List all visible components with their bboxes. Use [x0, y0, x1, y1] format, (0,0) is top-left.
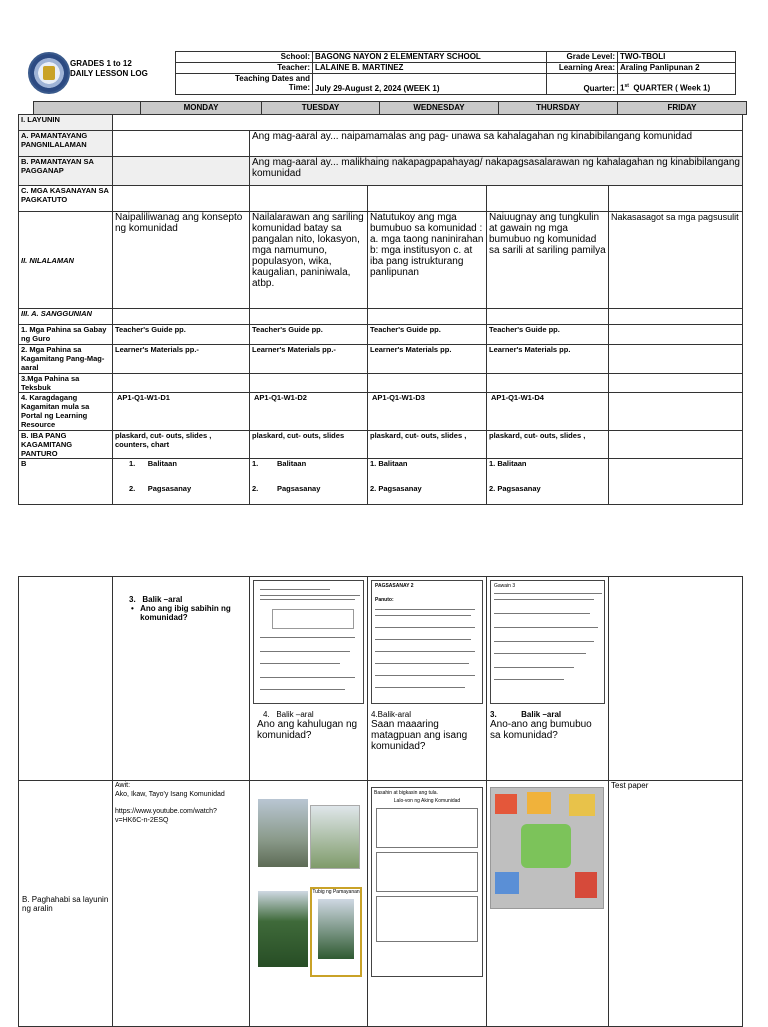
photos-cell [250, 781, 368, 1027]
card-image: Tubig ng Pamayanan [310, 887, 362, 977]
mountain-photo [258, 891, 308, 967]
tula-cell [368, 781, 487, 1027]
nilalaman-thursday: Naiuugnay ang tungkulin at gawain ng mga bumubuo ng komunidad sa sarili at sariling pamilya [487, 212, 609, 309]
pagsasanay-image: PAGSASANAY 2 Panuto: [371, 580, 483, 704]
teacher-value: LALAINE B. MARTINEZ [313, 63, 547, 74]
pamantayang-text: Ang mag-aaral ay... naipamamalas ang pag- unawa sa kahalagahan ng kinabibilangang komunidad [250, 131, 743, 157]
iba-monday: plaskard, cut- outs, slides , counters, chart [113, 431, 250, 459]
nilalaman-friday: Nakasasagot sa mga pagsusulit [609, 212, 743, 309]
quarter-label: Quarter: [547, 74, 618, 95]
teacher-label: Teacher: [176, 63, 313, 74]
kasanayan-cell [113, 186, 250, 212]
b-tuesday: 1. Balitaan 2. Pagsasanay [250, 459, 368, 505]
nilalaman-label: II. NILALAMAN [19, 212, 113, 309]
layunin-label: I. LAYUNIN [19, 115, 113, 131]
iba-label: B. IBA PANG KAGAMITANG PANTURO [19, 431, 113, 459]
sanggunian-label: III. A. SANGGUNIAN [19, 309, 113, 325]
school-info-table [175, 51, 736, 95]
iba-tuesday: plaskard, cut- outs, slides [250, 431, 368, 459]
grade-label: Grade Level: [547, 52, 618, 63]
school-label: School: [176, 52, 313, 63]
balik-aral-thursday: Gawain 3 3. Balik –aral Ano-ano ang bumubuo sa komunidad? [487, 577, 609, 781]
day-monday: MONDAY [141, 102, 262, 115]
balik-aral-tuesday: 4. Balik –aral Ano ang kahulugan ng komunidad? [250, 577, 368, 781]
gabay-wednesday: Teacher's Guide pp. [368, 325, 487, 345]
city-photo [258, 799, 308, 867]
nilalaman-wednesday: Natutukoy ang mga bumubuo sa komunidad : a. mga taong naninirahan b: mga institusyon c. at iba pang istrukturang panlipunan [368, 212, 487, 309]
test-paper-cell: Test paper [609, 781, 743, 1027]
nilalaman-monday: Naipaliliwanag ang konsepto ng komunidad [113, 212, 250, 309]
iba-thursday: plaskard, cut- outs, slides , [487, 431, 609, 459]
gawain-image: Gawain 3 [490, 580, 605, 704]
balik-aral-wednesday: PAGSASANAY 2 Panuto: 4.Balik-aral Saan maaaring matagpuan ang isang komunidad? [368, 577, 487, 781]
b-wednesday: 1. Balitaan 2. Pagsasanay [368, 459, 487, 505]
day-wednesday: WEDNESDAY [380, 102, 499, 115]
lesson-table-page2 [18, 576, 743, 1027]
karagdagang-tuesday: AP1-Q1-W1-D2 [250, 393, 368, 431]
quarter-value: 1st QUARTER ( Week 1) [618, 74, 736, 95]
deped-seal-icon [28, 52, 70, 94]
pamantayang-blank [113, 131, 250, 157]
gabay-tuesday: Teacher's Guide pp. [250, 325, 368, 345]
gabay-label: 1. Mga Pahina sa Gabay ng Guro [19, 325, 113, 345]
pamantayang-label: A. PAMANTAYANG PANGNILALAMAN [19, 131, 113, 157]
kagamitang-tuesday: Learner's Materials pp.- [250, 345, 368, 374]
awit-cell: Awit: Ako, Ikaw, Tayo'y Isang Komunidad https://www.youtube.com/watch?v=HK6C-n-2ESQ [113, 781, 250, 1027]
lesson-table [18, 114, 743, 505]
gabay-monday: Teacher's Guide pp. [113, 325, 250, 345]
days-header [33, 101, 747, 115]
kasanayan-label: C. MGA KASANAYAN SA PAGKATUTO [19, 186, 113, 212]
area-label: Learning Area: [547, 63, 618, 74]
pagganap-label: B. PAMANTAYAN SA PAGGANAP [19, 157, 113, 186]
day-thursday: THURSDAY [499, 102, 618, 115]
community-map-cell [487, 781, 609, 1027]
school-value: BAGONG NAYON 2 ELEMENTARY SCHOOL [313, 52, 547, 63]
b-thursday: 1. Balitaan 2. Pagsasanay [487, 459, 609, 505]
grade-value: TWO-TBOLI [618, 52, 736, 63]
day-tuesday: TUESDAY [262, 102, 380, 115]
kagamitang-wednesday: Learner's Materials pp. [368, 345, 487, 374]
kagamitang-thursday: Learner's Materials pp. [487, 345, 609, 374]
tula-image: Basahin at bigkasin ang tula. Lalo-von ng Aking Komunidad [371, 787, 483, 977]
b-monday: 1. Balitaan 2. Pagsasanay [113, 459, 250, 505]
b-label: B [19, 459, 113, 505]
kagamitang-label: 2. Mga Pahina sa Kagamitang Pang-Mag-aaral [19, 345, 113, 374]
gabay-thursday: Teacher's Guide pp. [487, 325, 609, 345]
iba-wednesday: plaskard, cut- outs, slides , [368, 431, 487, 459]
log-title: GRADES 1 to 12 DAILY LESSON LOG [70, 59, 148, 78]
awit-link[interactable]: https://www.youtube.com/watch?v=HK6C-n-2ESQ [115, 808, 217, 824]
layunin-cell [113, 115, 743, 131]
nilalaman-tuesday: Nailalarawan ang sariling komunidad batay sa pangalan nito, lokasyon, mga namumuno, populasyon, wika, kaugalian, paniniwala, atbp. [250, 212, 368, 309]
teksbuk-label: 3.Mga Pahina sa Teksbuk [19, 374, 113, 393]
dates-value: July 29-August 2, 2024 (WEEK 1) [313, 74, 547, 95]
balik-aral-monday: 3. Balik –aral • Ano ang ibig sabihin ng komunidad? [113, 577, 250, 781]
days-blank [34, 102, 141, 115]
kagamitang-monday: Learner's Materials pp.- [113, 345, 250, 374]
worksheet-image [253, 580, 364, 704]
karagdagang-wednesday: AP1-Q1-W1-D3 [368, 393, 487, 431]
pagganap-blank [113, 157, 250, 186]
area-value: Araling Panlipunan 2 [618, 63, 736, 74]
community-map-image [490, 787, 604, 909]
karagdagang-label: 4. Karagdagang Kagamitan mula sa Portal ng Learning Resource [19, 393, 113, 431]
paghahabi-label: B. Paghahabi sa layunin ng aralin [19, 781, 113, 1027]
pagganap-text: Ang mag-aaral ay... malikhaing nakapagpapahayag/ nakapagsasalarawan ng kahalagahan ng kinabibilangang komunidad [250, 157, 743, 186]
karagdagang-thursday: AP1-Q1-W1-D4 [487, 393, 609, 431]
field-photo [310, 805, 360, 869]
dates-label: Teaching Dates and Time: [176, 74, 313, 95]
karagdagang-monday: AP1-Q1-W1-D1 [113, 393, 250, 431]
day-friday: FRIDAY [618, 102, 747, 115]
